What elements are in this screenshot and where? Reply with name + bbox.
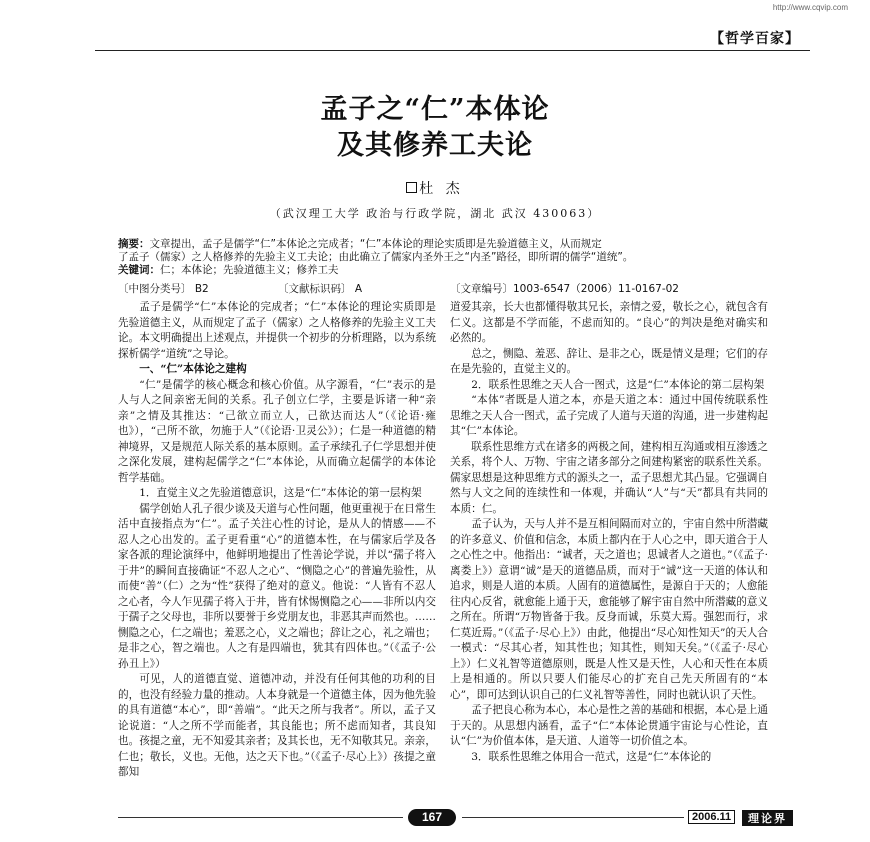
- abstract-label: 摘要：: [118, 238, 150, 250]
- author-box-icon: [406, 182, 417, 193]
- clc-item: [118, 281, 209, 296]
- article-title: [0, 92, 870, 164]
- paragraph: 孟子把良心称为本心，本心是性之善的基础和根据，本心是上通于天的。从思想内涵看，孟子“仁”本体论贯通宇宙论与心性论，直认“仁”为价值本体，是天道、人道等一切价值之本。: [450, 704, 768, 747]
- doc-code-item: [278, 281, 362, 296]
- abstract-line-2: 了孟子（儒家）之人格修养的先验主义工夫论；由此确立了儒家内圣外王之“内圣”路径，即所谓的儒学“道统”。: [118, 251, 634, 263]
- article-number-label: 〔文章编号〕: [450, 283, 513, 295]
- abstract: [118, 238, 753, 277]
- clc-label: 〔中图分类号〕: [118, 283, 192, 295]
- title-line-1: 孟子之“仁”本体论: [320, 94, 550, 125]
- doc-code-value: A: [354, 283, 363, 295]
- keywords-label: 关键词：: [118, 264, 160, 276]
- paragraph: “本体”者既是人道之本，亦是天道之本：通过中国传统联系性思维之天人合一图式，孟子完成了人道与天道的沟通，进一步建构起其“仁”本体论。: [450, 394, 768, 437]
- paragraph: “仁”是儒学的核心概念和核心价值。从字源看，“仁”表示的是人与人之间亲密无间的关系。孔子创立仁学，主要是诉诸一种“亲亲”之情及其推达：“己欲立而立人，己欲达而达人”（《论语·雍也》），“己所不欲，勿施于人”（《论语·卫灵公》）；仁是一种道德的精神境界，又是规范人际关系的基本原则。孟子承续孔子仁学思想并使之深化发展，建构起儒学之“仁”本体论，从而确立起儒学的本体论哲学基础。: [118, 378, 436, 484]
- title-line-2: 及其修养工夫论: [337, 130, 533, 161]
- paragraph: 联系性思维方式在诸多的两极之间，建构相互沟通或相互渗透之关系，将个人、万物、宇宙之诸多部分之间建构紧密的联系性关系。儒家思想是这种思维方式的源头之一，孟子思想尤其凸显。它强调自然与人文之间的连续性和一体观，并确认“人”与“天”都具有共同的本质：仁。: [450, 440, 768, 515]
- doc-code-label: 〔文献标识码〕: [278, 283, 352, 295]
- keywords: 仁；本体论；先验道德主义；修养工夫: [160, 264, 339, 276]
- footer-rule-right: [462, 817, 684, 818]
- paragraph: 可见，人的道德直觉、道德冲动，并没有任何其他的功利的目的，也没有经验力量的推动。人本身就是一个道德主体，因为他先验的具有道德“本心”，即“善端”。“此天之所与我者”。所以，孟子又论说道：“人之所不学而能者，其良能也；所不虑而知者，其良知也。孩提之童，无不知爱其亲者；及其长也，无不知敬其兄。亲亲，仁也；敬长，义也。无他，达之天下也。”（《孟子·尽心上》）孩提之童都知: [118, 673, 436, 778]
- section-heading: 一、“仁”本体论之建构: [139, 363, 247, 375]
- keywords-line: [118, 264, 753, 277]
- source-url[interactable]: http://www.cqvip.com: [772, 3, 848, 12]
- subsection-heading: 2．联系性思维之天人合一图式，这是“仁”本体论的第二层构架: [471, 378, 765, 391]
- page-number: 167: [408, 809, 456, 826]
- paragraph: 道爱其亲，长大也都懂得敬其兄长，亲情之爱，敬长之心，就包含有仁义。这都是不学而能，不虑而知的。“良心”的判决是绝对确实和必然的。: [450, 301, 768, 344]
- footer-rule-left: [118, 817, 403, 818]
- subsection-heading: 3．联系性思维之体用合一范式，这是“仁”本体论的: [471, 750, 712, 763]
- subsection-heading: 1．直觉主义之先验道德意识，这是“仁”本体论的第一层构架: [139, 487, 422, 499]
- abstract-text-1: 文章提出，孟子是儒学“仁”本体论之完成者；“仁”本体论的理论实质即是先验道德主义，从而规定: [149, 238, 602, 250]
- abstract-line-1: [118, 238, 753, 251]
- clc-value: B2: [194, 283, 209, 295]
- author: [0, 178, 870, 198]
- body-column-left: [118, 300, 436, 800]
- author-name: 杜 杰: [419, 181, 464, 197]
- article-number-item: [450, 281, 679, 296]
- paragraph: 孟子认为，天与人并不是互相间隔而对立的，宇宙自然中所潜藏的许多意义、价值和信念，本质上都内在于人心之中，即天道合于人之心性之中。他指出：“诚者，天之道也；思诚者人之道也。”（《孟子·离娄上》）意谓“诚”是天的道德品质，而对于“诚”这一天道的体认和追求，则是人道的本质。人固有的道德属性，是源自于天的；人愈能往内心反省，就愈能上通于天，愈能够了解宇宙自然中所潜藏的意义之所在。所谓“万物皆备于我。反身而诚，乐莫大焉。强恕而行，求仁莫近焉。”（《孟子·尽心上》）由此，他提出“尽心知性知天”的天人合一模式：“尽其心者，知其性也；知其性，则知天矣。”（《孟子·尽心上》）仁义礼智等道德原则，既是人性又是天性，人心和天性在本质上是相通的。所以只要人们能尽心的扩充自己先天所固有的“本心”，即可达到认识自己的仁义礼智等善性，同时也就认识了天性。: [450, 518, 768, 701]
- body-column-right: [450, 300, 768, 800]
- paragraph: 儒学创始人孔子很少谈及天道与心性问题，他更重视于在日常生活中直接指点为“仁”。孟子关注心性的讨论，是从人的情感——不忍人之心出发的。孟子更看重“心”的道德本性，在与儒家后学及各家各派的理论演绎中，他鲜明地提出了性善论学说，并以“孺子将入于井”的瞬间直接确证“不忍人之心”、“恻隐之心”的普遍先验性，从而使“善”（仁）之为“性”获得了绝对的意义。他说：“人皆有不忍人之心者，今人乍见孺子将入于井，皆有怵惕恻隐之心——非所以内交于孺子之父母也，非所以要誉于乡党朋友也，非恶其声而然也。……恻隐之心，仁之端也；羞恶之心，义之端也；辞让之心，礼之端也；是非之心，智之端也。人之有是四端也，犹其有四体也。”（《孟子·公孙丑上》）: [118, 502, 436, 670]
- issue-label: 2006.11: [688, 810, 735, 824]
- paragraph: 孟子是儒学“仁”本体论的完成者；“仁”本体论的理论实质即是先验道德主义，从而规定了孟子（儒家）之人格修养的先验主义工夫论。本文明确提出上述观点，并提供一个初步的分析理路，以为系统探析儒学“道统”之导论。: [118, 301, 436, 360]
- section-tag: 【哲学百家】: [710, 31, 800, 47]
- article-number-value: 1003-6547（2006）11-0167-02: [513, 283, 679, 295]
- journal-name: 理论界: [742, 810, 793, 826]
- paragraph: 总之，恻隐、羞恶、辞让、是非之心，既是情义是理；它们的存在是先验的，直觉主义的。: [450, 347, 768, 375]
- affiliation: （武汉理工大学 政治与行政学院，湖北 武汉 430063）: [269, 207, 601, 220]
- header-rule: [95, 50, 810, 51]
- page-footer: [0, 806, 870, 830]
